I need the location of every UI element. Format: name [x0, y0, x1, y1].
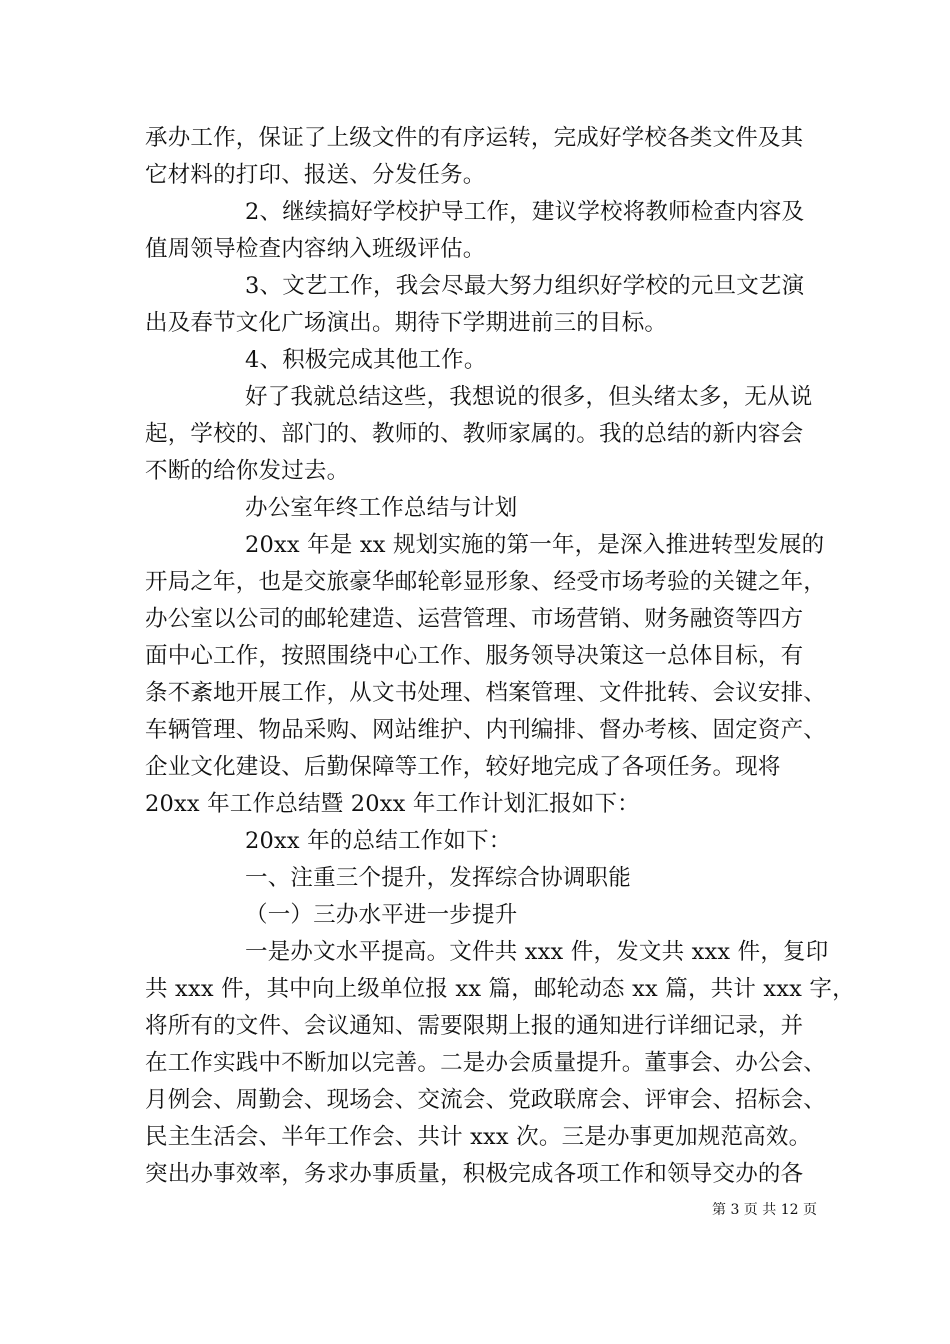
text-line: 2、继续搞好学校护导工作，建议学校将教师检查内容及	[245, 199, 805, 225]
text-line: 值周领导检查内容纳入班级评估。	[145, 236, 486, 262]
text-line: 不断的给你发过去。	[145, 458, 350, 484]
text-line: 企业文化建设、后勤保障等工作，较好地完成了各项任务。现将	[145, 754, 781, 780]
text-line: 20xx 年是 xx 规划实施的第一年，是深入推进转型发展的	[245, 532, 825, 558]
heading-line: 一、注重三个提升，发挥综合协调职能	[245, 865, 631, 891]
text-line: 20xx 年的总结工作如下：	[245, 828, 512, 854]
text-line: 共 xxx 件，其中向上级单位报 xx 篇，邮轮动态 xx 篇，共计 xxx 字，	[145, 976, 855, 1002]
text-line: 在工作实践中不断加以完善。二是办会质量提升。董事会、办公会、	[145, 1050, 827, 1076]
text-line: 一是办文水平提高。文件共 xxx 件，发文共 xxx 件，复印	[245, 939, 829, 965]
text-line: 20xx 年工作总结暨 20xx 年工作计划汇报如下：	[145, 791, 640, 817]
text-line: 将所有的文件、会议通知、需要限期上报的通知进行详细记录，并	[145, 1013, 804, 1039]
text-line: 3、文艺工作，我会尽最大努力组织好学校的元旦文艺演	[245, 273, 805, 299]
text-line: 它材料的打印、报送、分发任务。	[145, 162, 486, 188]
text-line: 好了我就总结这些，我想说的很多，但头绪太多，无从说	[245, 384, 813, 410]
text-line: 承办工作，保证了上级文件的有序运转，完成好学校各类文件及其	[145, 125, 804, 151]
text-line: 起，学校的、部门的、教师的、教师家属的。我的总结的新内容会	[145, 421, 804, 447]
text-line: 条不紊地开展工作，从文书处理、档案管理、文件批转、会议安排、	[145, 680, 827, 706]
text-line: 车辆管理、物品采购、网站维护、内刊编排、督办考核、固定资产、	[145, 717, 827, 743]
text-line: 出及春节文化广场演出。期待下学期进前三的目标。	[145, 310, 668, 336]
text-line: 民主生活会、半年工作会、共计 xxx 次。三是办事更加规范高效。	[145, 1124, 812, 1150]
text-line: 办公室以公司的邮轮建造、运营管理、市场营销、财务融资等四方	[145, 606, 804, 632]
text-line: 月例会、周勤会、现场会、交流会、党政联席会、评审会、招标会、	[145, 1087, 827, 1113]
subheading-line: （一）三办水平进一步提升	[245, 902, 518, 928]
text-line: 突出办事效率，务求办事质量，积极完成各项工作和领导交办的各	[145, 1161, 804, 1187]
page-number-footer: 第 3 页 共 12 页	[712, 1202, 817, 1218]
text-line: 面中心工作，按照围绕中心工作、服务领导决策这一总体目标，有	[145, 643, 804, 669]
section-title: 办公室年终工作总结与计划	[245, 495, 518, 521]
text-line: 4、积极完成其他工作。	[245, 347, 487, 373]
text-line: 开局之年，也是交旅豪华邮轮彰显形象、经受市场考验的关键之年，	[145, 569, 827, 595]
